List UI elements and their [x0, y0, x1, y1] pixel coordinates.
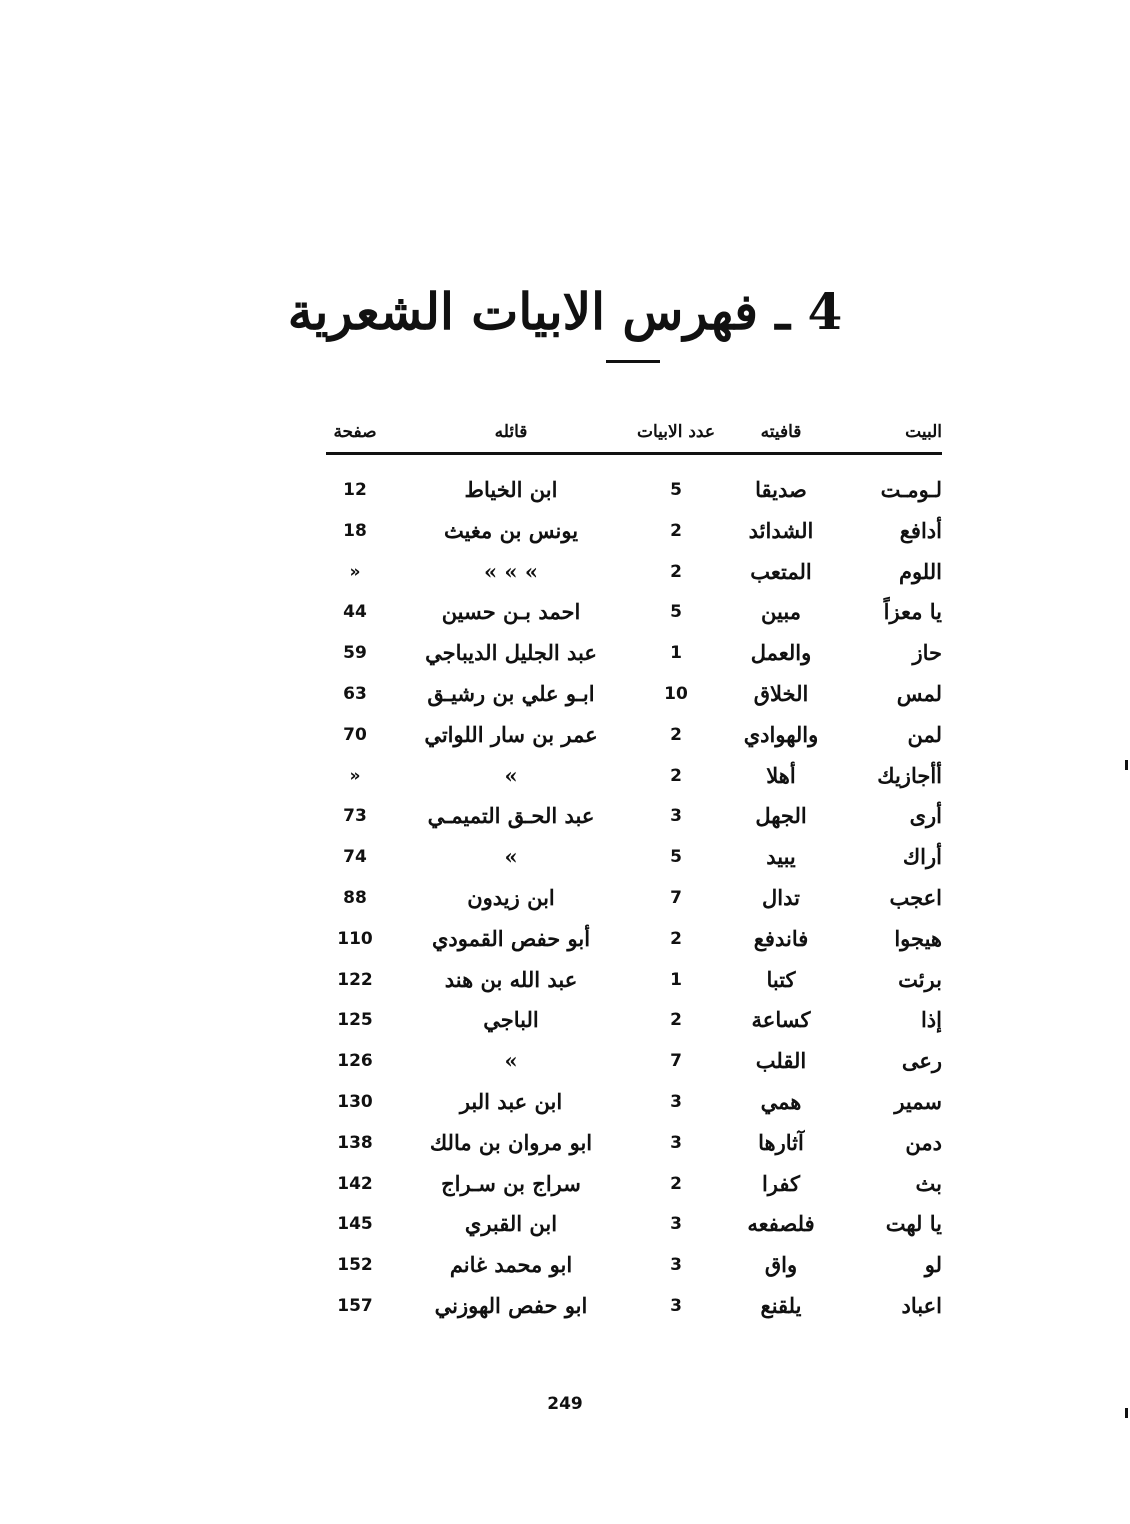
cell-author: ابو محمد غانم — [449, 1252, 573, 1278]
cell-rhyme: كتبا — [766, 966, 796, 992]
cell-author: احمد بـن حسين — [441, 599, 581, 625]
cell-count: 2 — [670, 520, 682, 541]
cell-author: » » » — [484, 558, 538, 584]
cell-page: 110 — [337, 928, 373, 949]
cell-page: 18 — [343, 520, 367, 541]
cell-page: 12 — [343, 480, 367, 500]
cell-rhyme: مبين — [761, 599, 801, 625]
cell-rhyme: الشدائد — [748, 517, 814, 543]
cell-page: 122 — [337, 969, 373, 990]
header-verse: البيت — [905, 422, 942, 442]
cell-page: 74 — [343, 847, 367, 868]
cell-author: » — [504, 762, 518, 788]
cell-rhyme: صديقا — [755, 477, 807, 502]
cell-page: 152 — [337, 1255, 373, 1276]
cell-rhyme: القلب — [755, 1048, 807, 1074]
cell-verse: لـومـت — [880, 477, 942, 502]
table-row — [326, 715, 942, 756]
cell-count: 3 — [670, 1132, 682, 1153]
cell-page: 125 — [337, 1010, 373, 1031]
cell-page: 130 — [337, 1091, 373, 1112]
header-count: عدد الابيات — [636, 422, 716, 442]
table-header — [326, 410, 942, 454]
cell-count: 10 — [664, 683, 688, 704]
title-underline — [606, 360, 660, 363]
table-row — [326, 1286, 942, 1327]
page-title: 4 ـ فهرس الابيات الشعرية — [287, 282, 843, 341]
cell-rhyme: أهلا — [766, 762, 796, 788]
table-row — [326, 1082, 942, 1123]
cell-page: 70 — [343, 724, 367, 745]
cell-verse: رعى — [901, 1048, 942, 1074]
cell-count: 7 — [670, 1051, 682, 1072]
cell-rhyme: آثارها — [758, 1129, 804, 1155]
cell-verse: أأجازيك — [877, 762, 942, 788]
cell-rhyme: كساعة — [751, 1007, 811, 1033]
cell-verse: حاز — [912, 640, 942, 666]
cell-verse: اللوم — [898, 558, 942, 584]
cell-count: 5 — [670, 602, 682, 623]
cell-rhyme: الخلاق — [753, 680, 809, 706]
cell-rhyme: واق — [764, 1252, 798, 1278]
cell-author: عبد الله بن هند — [444, 966, 578, 992]
cell-author: ابن عبد البر — [459, 1088, 563, 1114]
cell-author: الباجي — [483, 1007, 539, 1033]
cell-page: 88 — [343, 887, 367, 908]
cell-page: 63 — [343, 683, 367, 704]
cell-page: 73 — [343, 806, 367, 827]
table-row — [326, 1164, 942, 1205]
cell-page: 145 — [337, 1214, 373, 1235]
cell-rhyme: المتعب — [750, 558, 812, 584]
cell-rhyme: كفرا — [761, 1170, 801, 1196]
header-rhyme: قافيته — [760, 422, 802, 442]
table-row — [326, 1041, 942, 1082]
cell-page: 44 — [343, 602, 367, 623]
cell-verse: هيجوا — [894, 925, 942, 951]
table-row — [326, 960, 942, 1001]
cell-verse: لمس — [896, 680, 942, 706]
table-row — [326, 1000, 942, 1041]
table-row — [326, 756, 942, 797]
cell-author: أبو حفص القمودي — [431, 925, 591, 951]
cell-author: ابن الخياط — [464, 477, 558, 502]
cell-page: 138 — [337, 1132, 373, 1153]
cell-verse: برئت — [898, 966, 942, 992]
cell-count: 2 — [670, 765, 682, 786]
cell-count: 2 — [670, 561, 682, 582]
table-row — [326, 837, 942, 878]
table-row — [326, 633, 942, 674]
cell-count: 2 — [670, 928, 682, 949]
table-body — [326, 470, 942, 1327]
table-row — [326, 552, 942, 593]
header-divider — [326, 452, 942, 455]
cell-author: » — [504, 1048, 518, 1074]
cell-rhyme: الجهل — [755, 803, 807, 829]
cell-author: عمر بن سار اللواتي — [424, 721, 598, 747]
index-table — [326, 410, 942, 454]
cell-rhyme: يلقنع — [760, 1292, 802, 1318]
cell-count: 3 — [670, 1295, 682, 1316]
margin-mark — [1125, 760, 1128, 770]
cell-rhyme: تدال — [762, 884, 800, 910]
cell-author: ابـو علي بن رشيـق — [427, 680, 595, 706]
cell-author: سراج بن سـراج — [441, 1170, 581, 1196]
cell-verse: لمن — [907, 721, 942, 747]
table-row — [326, 1245, 942, 1286]
cell-author: يونس بن مغيث — [443, 517, 579, 543]
cell-rhyme: فلصفعه — [747, 1211, 815, 1237]
cell-count: 2 — [670, 724, 682, 745]
cell-verse: يا لهت — [885, 1211, 942, 1237]
cell-verse: يا معزاً — [883, 599, 942, 625]
cell-page: 142 — [337, 1173, 373, 1194]
cell-verse: أرى — [909, 803, 942, 829]
cell-count: 1 — [670, 643, 682, 664]
header-page: صفحة — [333, 422, 377, 442]
table-row — [326, 1123, 942, 1164]
cell-verse: لو — [924, 1252, 942, 1278]
table-row — [326, 796, 942, 837]
cell-page: » — [349, 561, 361, 582]
table-row — [326, 470, 942, 511]
table-row — [326, 511, 942, 552]
margin-mark — [1125, 1408, 1128, 1418]
table-row — [326, 1204, 942, 1245]
cell-rhyme: همي — [760, 1088, 802, 1114]
cell-verse: اعجب — [889, 884, 942, 910]
table-row — [326, 592, 942, 633]
cell-count: 5 — [670, 847, 682, 868]
cell-rhyme: فاندفع — [753, 925, 809, 951]
cell-count: 5 — [670, 480, 682, 500]
cell-author: » — [504, 844, 518, 870]
cell-author: ابن القبري — [464, 1211, 558, 1237]
cell-rhyme: والهوادي — [743, 721, 819, 747]
page-number: 249 — [547, 1394, 583, 1414]
table-row — [326, 674, 942, 715]
cell-count: 3 — [670, 1091, 682, 1112]
cell-page: 59 — [343, 643, 367, 664]
cell-page: 157 — [337, 1295, 373, 1316]
cell-verse: إذا — [920, 1007, 942, 1033]
cell-verse: أدافع — [899, 517, 942, 543]
cell-count: 3 — [670, 1255, 682, 1276]
cell-author: ابن زيدون — [467, 884, 555, 910]
header-author: قائله — [494, 422, 528, 442]
cell-author: عبد الجليل الديباجي — [425, 640, 597, 666]
cell-count: 7 — [670, 887, 682, 908]
table-row — [326, 919, 942, 960]
cell-count: 2 — [670, 1010, 682, 1031]
cell-count: 3 — [670, 806, 682, 827]
cell-rhyme: يبيد — [766, 844, 796, 870]
cell-author: عبد الحـق التميمـي — [427, 803, 595, 829]
cell-page: 126 — [337, 1051, 373, 1072]
cell-count: 2 — [670, 1173, 682, 1194]
cell-count: 1 — [670, 969, 682, 990]
cell-page: » — [349, 765, 361, 786]
cell-verse: دمن — [905, 1129, 942, 1155]
cell-count: 3 — [670, 1214, 682, 1235]
cell-author: ابو مروان بن مالك — [429, 1129, 593, 1155]
cell-verse: أراك — [902, 844, 942, 870]
cell-verse: اعباد — [901, 1292, 942, 1318]
cell-rhyme: والعمل — [750, 640, 812, 666]
cell-verse: بث — [915, 1170, 942, 1196]
cell-author: ابو حفص الهوزني — [434, 1292, 588, 1318]
table-row — [326, 878, 942, 919]
cell-verse: سمير — [894, 1088, 942, 1114]
